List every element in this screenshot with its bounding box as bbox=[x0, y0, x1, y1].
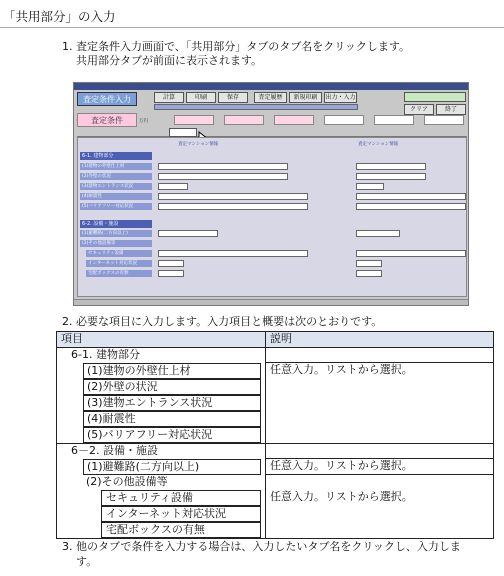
rate-field[interactable] bbox=[424, 115, 464, 125]
section-bar-building: 6-1. 建物部分 bbox=[80, 152, 152, 160]
status-bar bbox=[74, 299, 469, 306]
form-label: (1)建物の外壁仕上材 bbox=[80, 163, 152, 170]
table-header-item: 項目 bbox=[57, 332, 266, 348]
table-cell-item: インターネット対応状況 bbox=[101, 506, 261, 522]
select-dropdown[interactable] bbox=[356, 193, 466, 200]
table-cell-item: 宅配ボックスの有無 bbox=[101, 522, 261, 538]
table-row bbox=[57, 506, 494, 522]
form-label: (5)バリアフリー対応状況 bbox=[80, 203, 152, 210]
step-1 bbox=[62, 40, 410, 54]
form-label: (2)その他設備等 bbox=[80, 240, 152, 247]
table-header-row bbox=[57, 332, 494, 348]
table-row bbox=[57, 522, 494, 539]
condition-name-label: 査定条件 bbox=[77, 113, 137, 127]
step-text: 査定条件入力画面で、「共用部分」タブのタブ名をクリックします。 bbox=[76, 40, 410, 53]
table-cell-item: (2)外壁の状況 bbox=[83, 379, 261, 395]
table-cell-item: (1)建物の外壁仕上材 bbox=[83, 363, 261, 379]
area-field[interactable] bbox=[274, 115, 314, 125]
form-label: インターネット対応状況 bbox=[86, 260, 152, 267]
table-row bbox=[57, 395, 494, 411]
table-cell-item: (5)バリアフリー対応状況 bbox=[83, 427, 261, 443]
group-label: 6-1. 建物部分 bbox=[57, 347, 266, 363]
step-number: 2. bbox=[62, 315, 73, 328]
step-3-note: す。 bbox=[76, 555, 98, 568]
step-text: 他のタブで条件を入力する場合は、入力したいタブ名をクリックし、入力しま bbox=[76, 540, 461, 553]
toolbar-button-print[interactable]: 印刷 bbox=[186, 92, 216, 103]
form-label: セキュリティ設備 bbox=[86, 250, 152, 257]
section-title: 「共用部分」の入力 bbox=[3, 9, 116, 24]
table-row bbox=[57, 363, 494, 379]
price-field[interactable] bbox=[174, 115, 214, 125]
select-dropdown[interactable] bbox=[158, 173, 288, 180]
table-cell-item: (3)建物エントランス状況 bbox=[83, 395, 261, 411]
step-number: 1. bbox=[62, 40, 73, 53]
select-dropdown[interactable] bbox=[158, 230, 218, 237]
app-title: 査定条件入力 bbox=[77, 92, 137, 106]
table-cell-item: (4)耐震性 bbox=[83, 411, 261, 427]
select-dropdown[interactable] bbox=[158, 203, 308, 210]
window-titlebar bbox=[74, 83, 469, 90]
form-label: 宅配ボックスの有無 bbox=[86, 270, 152, 277]
table-row bbox=[57, 490, 494, 506]
toolbar-button-history[interactable]: 査定履歴 bbox=[254, 92, 287, 103]
group-label: 6－2. 設備・施設 bbox=[57, 443, 266, 459]
form-label: (2)外壁の状況 bbox=[80, 173, 152, 180]
select-dropdown[interactable] bbox=[158, 270, 184, 277]
step-1-note: 共用部分タブが前面に表示されます。 bbox=[76, 54, 263, 67]
clear-button[interactable]: クリア bbox=[404, 104, 434, 115]
select-dropdown[interactable] bbox=[356, 250, 466, 257]
select-dropdown[interactable] bbox=[356, 163, 426, 170]
select-dropdown[interactable] bbox=[356, 260, 382, 267]
table-cell-item: (2)その他設備等 bbox=[86, 474, 168, 488]
toolbar-button-save[interactable]: 保存 bbox=[218, 92, 248, 103]
table-row bbox=[57, 347, 494, 363]
form-label: (1)避難路(二方向以上) bbox=[80, 230, 152, 237]
table-cell-desc: 任意入力。リストから選択。 bbox=[266, 363, 494, 379]
step-3 bbox=[62, 540, 461, 554]
toolbar-button-new-print[interactable]: 新規印刷 bbox=[289, 92, 322, 103]
table-cell-item: セキュリティ設備 bbox=[101, 490, 261, 506]
table-cell-desc: 任意入力。リストから選択。 bbox=[266, 490, 494, 506]
floor-field[interactable] bbox=[324, 115, 364, 125]
age-field[interactable] bbox=[224, 115, 264, 125]
form-panel bbox=[77, 137, 467, 297]
table-row bbox=[57, 379, 494, 395]
step-2 bbox=[62, 315, 382, 329]
table-cell-desc: 任意入力。リストから選択。 bbox=[266, 459, 494, 475]
select-dropdown[interactable] bbox=[356, 183, 384, 190]
select-dropdown[interactable] bbox=[158, 193, 308, 200]
select-dropdown[interactable] bbox=[158, 260, 184, 267]
select-dropdown[interactable] bbox=[356, 230, 400, 237]
table-cell-item: (1)避難路(二方向以上) bbox=[83, 459, 261, 475]
select-dropdown[interactable] bbox=[356, 270, 382, 277]
room-field[interactable] bbox=[374, 115, 414, 125]
select-dropdown[interactable] bbox=[158, 163, 288, 170]
version-badge bbox=[404, 92, 466, 102]
toolbar-button-io[interactable]: 出力・入力 bbox=[325, 94, 356, 101]
item-table bbox=[56, 331, 494, 539]
select-dropdown[interactable] bbox=[158, 250, 308, 257]
table-header-desc: 説明 bbox=[266, 332, 494, 348]
exit-button[interactable]: 終了 bbox=[436, 104, 466, 115]
table-row bbox=[57, 411, 494, 427]
tab-bar bbox=[77, 129, 467, 137]
select-dropdown[interactable] bbox=[356, 203, 466, 210]
form-label: (3)建物エントランス状況 bbox=[80, 183, 152, 190]
table-row bbox=[57, 427, 494, 444]
section-bar-facilities: 6-2. 設備・施設 bbox=[80, 220, 152, 228]
column-header-right: 査定マンション情報 bbox=[358, 142, 399, 147]
step-text: 必要な項目に入力します。入力項目と概要は次のとおりです。 bbox=[76, 315, 383, 328]
select-dropdown[interactable] bbox=[158, 183, 188, 190]
select-dropdown[interactable] bbox=[356, 173, 426, 180]
step-number: 3. bbox=[62, 540, 73, 553]
app-screenshot bbox=[73, 82, 469, 306]
column-header-left: 査定マンション情報 bbox=[178, 142, 219, 147]
table-row bbox=[57, 459, 494, 475]
toolbar-button-calc[interactable]: 計算 bbox=[154, 92, 184, 103]
sub-toolbar bbox=[154, 104, 358, 110]
table-row bbox=[57, 443, 494, 459]
unit-label: 万円 bbox=[139, 119, 148, 124]
tab-common-area[interactable] bbox=[169, 128, 197, 137]
section-header bbox=[0, 0, 504, 28]
table-row bbox=[57, 475, 494, 491]
form-label: (4)耐震性 bbox=[80, 193, 152, 200]
